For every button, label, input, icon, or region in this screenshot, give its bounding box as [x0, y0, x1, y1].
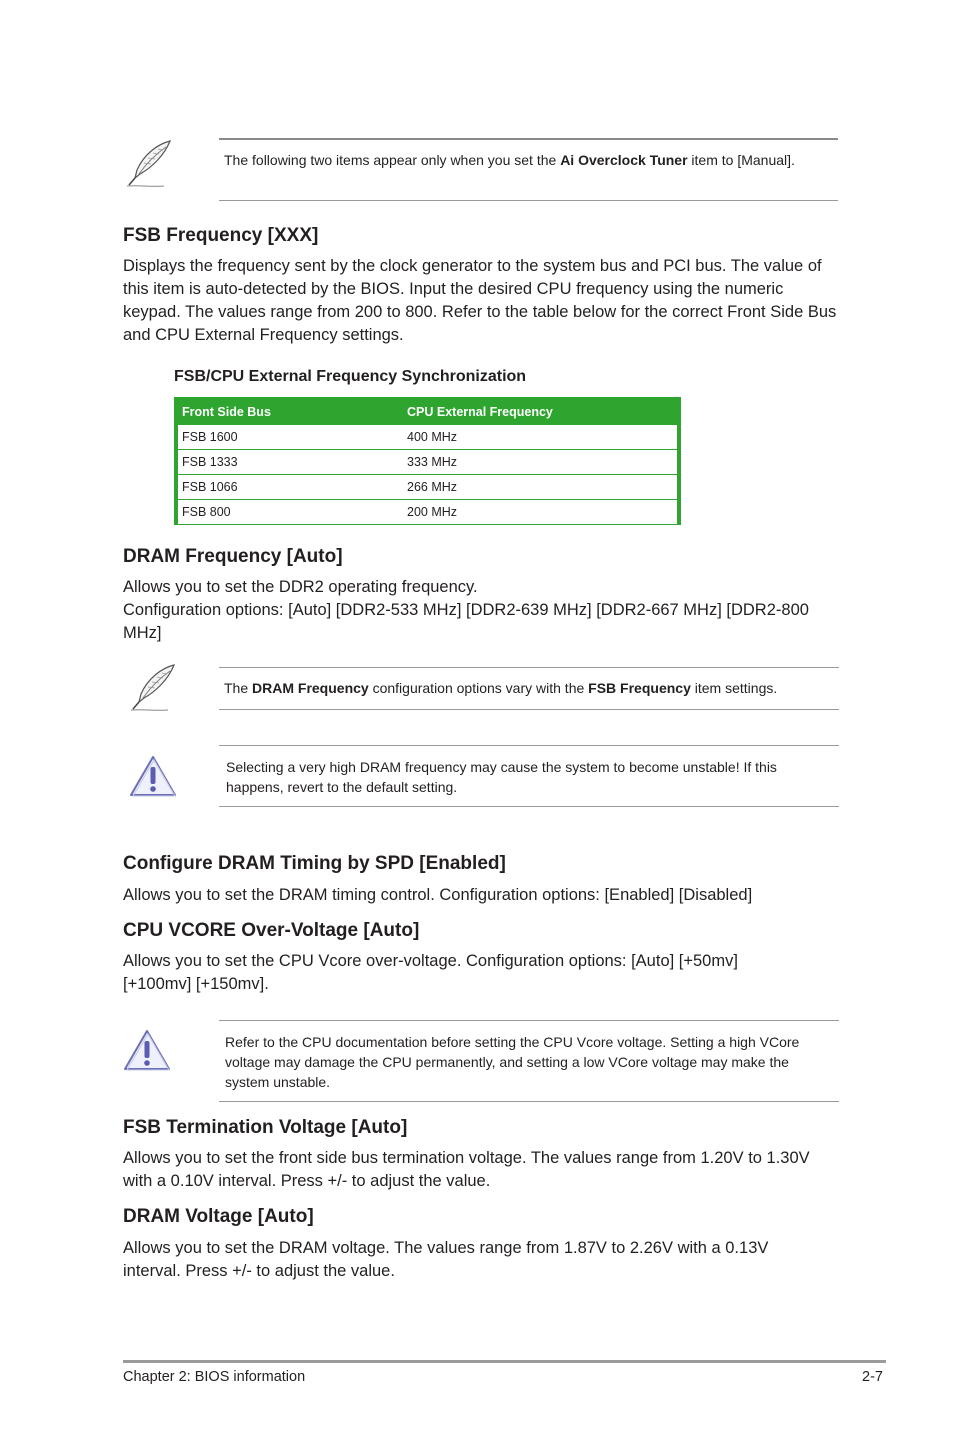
footer-page-number: 2-7 — [862, 1369, 883, 1385]
section-heading-dram-voltage: DRAM Voltage [Auto] — [123, 1206, 314, 1227]
fsb-cpu-table — [174, 397, 681, 525]
warning-triangle-icon — [128, 754, 178, 798]
table-row — [178, 475, 677, 500]
footer-chapter: Chapter 2: BIOS information — [123, 1369, 306, 1385]
section-body-dram-voltage: Allows you to set the DRAM voltage. The values range from 1.87V to 2.26V with a 0.13V interval. Press +/- to adjust the value. — [123, 1239, 769, 1280]
note-bold-term: DRAM Frequency — [252, 680, 369, 696]
note-text-part: item to [Manual]. — [687, 152, 795, 168]
footer-divider — [123, 1360, 886, 1363]
section-heading-fsb-frequency: FSB Frequency [XXX] — [123, 225, 319, 246]
table-title: FSB/CPU External Frequency Synchronization — [174, 368, 527, 385]
note-text — [224, 150, 824, 170]
section-body-dram-frequency-line1: Allows you to set the DDR2 operating frequency. — [123, 578, 478, 596]
note-bold-term: FSB Frequency — [588, 680, 691, 696]
feather-pen-icon — [128, 662, 180, 714]
note-box — [219, 667, 839, 710]
note-box — [219, 138, 838, 201]
table-row — [178, 425, 677, 450]
table-cell: FSB 1333 — [178, 450, 403, 475]
section-heading-dram-frequency: DRAM Frequency [Auto] — [123, 546, 343, 567]
table-cell: FSB 1600 — [178, 425, 403, 450]
note-text-part: The following two items appear only when you set the — [224, 152, 561, 168]
note-bold-term: Ai Overclock Tuner — [560, 152, 688, 168]
section-heading-cpu-vcore: CPU VCORE Over-Voltage [Auto] — [123, 920, 420, 941]
table-header-row — [178, 400, 677, 425]
table-row — [178, 500, 677, 525]
table-row — [178, 450, 677, 475]
table-header-cell: Front Side Bus — [182, 405, 271, 419]
section-body-dram-frequency-line2: Configuration options: [Auto] [DDR2-533 MHz] [DDR2-639 MHz] [DDR2-667 MHz] [DDR2-800 MHz] — [123, 601, 809, 642]
feather-pen-icon — [124, 138, 176, 190]
section-body-dram-timing: Allows you to set the DRAM timing control. Configuration options: [Enabled] [Disabled] — [123, 886, 753, 904]
table-cell: 400 MHz — [403, 425, 677, 450]
note-text — [224, 678, 836, 698]
note-text-part: The — [224, 680, 253, 696]
section-body-fsb-termination: Allows you to set the front side bus termination voltage. The values range from 1.20V to 1.30V with a 0.10V interval. Press +/- to adjust the value. — [123, 1149, 810, 1190]
section-heading-fsb-termination: FSB Termination Voltage [Auto] — [123, 1117, 408, 1138]
table-header-cell: CPU External Frequency — [407, 405, 553, 419]
note-text-part: item settings. — [690, 680, 778, 696]
table-cell: 333 MHz — [403, 450, 677, 475]
section-body-fsb-frequency: Displays the frequency sent by the clock generator to the system bus and PCI bus. The value of this item is auto-detected by the BIOS. Input the desired CPU frequency using the numeric keypad. The values range from 200 to 800. Refer to the table below for the correct Front Side Bus and CPU External Frequency settings. — [123, 257, 837, 344]
warning-box — [219, 745, 839, 807]
warning-text: Refer to the CPU documentation before setting the CPU Vcore voltage. Setting a high VCore voltage may damage the CPU permanently, and setting a low VCore voltage may make the system unstable. — [225, 1034, 800, 1090]
table-cell: 266 MHz — [403, 475, 677, 500]
section-heading-dram-timing: Configure DRAM Timing by SPD [Enabled] — [123, 853, 506, 874]
table-cell: 200 MHz — [403, 500, 677, 525]
table-cell: FSB 800 — [178, 500, 403, 525]
table-cell: FSB 1066 — [178, 475, 403, 500]
section-body-cpu-vcore: Allows you to set the CPU Vcore over-voltage. Configuration options: [Auto] [+50mv] [+100mv] [+150mv]. — [123, 952, 738, 993]
warning-triangle-icon — [122, 1028, 172, 1072]
warning-box — [219, 1020, 839, 1102]
note-text-part: configuration options vary with the — [368, 680, 589, 696]
warning-text: Selecting a very high DRAM frequency may cause the system to become unstable! If this happens, revert to the default setting. — [226, 759, 777, 795]
